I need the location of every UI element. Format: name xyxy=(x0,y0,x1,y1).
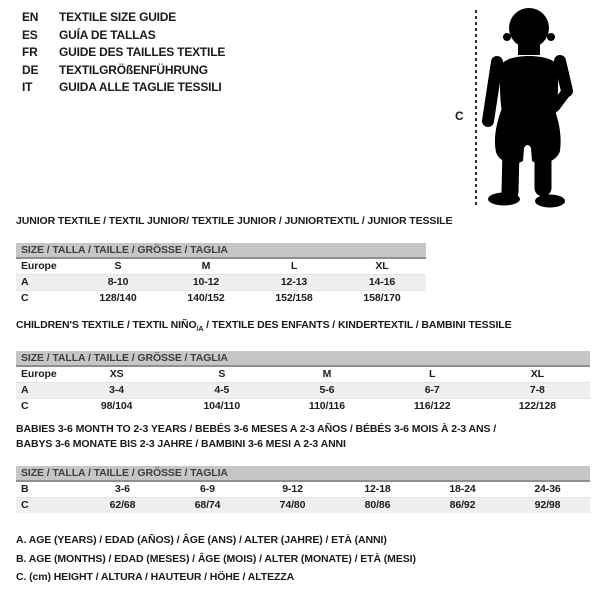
size-header-bar xyxy=(16,351,590,366)
table-row-height xyxy=(16,497,590,513)
size-cell: L xyxy=(380,366,485,382)
value-cell: 110/116 xyxy=(308,400,346,413)
table-row-months xyxy=(16,481,590,497)
value-cell: 80/86 xyxy=(335,497,420,513)
section-babies-textile xyxy=(16,422,590,513)
row-label: A xyxy=(16,274,74,290)
toddler-silhouette-icon xyxy=(481,5,573,209)
children-size-table xyxy=(16,351,590,414)
value-cell: 5-6 xyxy=(274,382,379,398)
value-cell: 86/92 xyxy=(420,497,505,513)
language-row xyxy=(22,27,225,45)
value-cell: 3-4 xyxy=(64,382,169,398)
size-header-bar xyxy=(16,243,426,258)
babies-title-line1: BABIES 3-6 MONTH TO 2-3 YEARS / BEBÉS 3-6 MESES A 2-3 AÑOS / BÉBÉS 3-6 MOIS À 2-3 ANS / xyxy=(16,423,497,435)
table-row-height xyxy=(16,290,426,306)
value-cell: 12-13 xyxy=(250,274,338,290)
size-cell: M xyxy=(274,366,379,382)
value-cell: 104/110 xyxy=(203,400,241,413)
height-measure-label: C xyxy=(455,109,464,123)
table-row-age xyxy=(16,382,590,398)
legend-notes xyxy=(16,531,416,587)
size-cell: S xyxy=(169,366,274,382)
height-measure-dashed-line xyxy=(475,10,477,208)
language-row xyxy=(22,62,225,80)
junior-size-table xyxy=(16,243,426,306)
size-cell: L xyxy=(250,258,338,274)
language-row xyxy=(22,9,225,27)
value-cell: 74/80 xyxy=(250,497,335,513)
size-header-label: SIZE / TALLA / TAILLE / GRÖSSE / TAGLIA xyxy=(16,351,590,366)
value-cell: 12-18 xyxy=(335,481,420,497)
guide-title: TEXTILE SIZE GUIDE xyxy=(59,10,177,24)
guide-title: TEXTILGRÖßENFÜHRUNG xyxy=(59,62,208,77)
value-cell: 140/152 xyxy=(187,292,225,305)
table-row-europe xyxy=(16,258,426,274)
table-row-europe xyxy=(16,366,590,382)
babies-size-table xyxy=(16,466,590,513)
language-code: ES xyxy=(22,27,38,42)
value-cell: 10-12 xyxy=(162,274,250,290)
note-age-months: B. AGE (MONTHS) / EDAD (MESES) / ÂGE (MOIS) / ALTER (MONATE) / ETÀ (MESI) xyxy=(16,552,416,565)
size-cell: XL xyxy=(338,258,426,274)
children-title-pre: CHILDREN'S TEXTILE / TEXTIL NIÑO xyxy=(16,319,197,331)
section-junior-textile xyxy=(16,215,453,306)
toddler-silhouette-shape xyxy=(488,8,567,208)
size-header-label: SIZE / TALLA / TAILLE / GRÖSSE / TAGLIA xyxy=(16,243,426,258)
row-label: A xyxy=(16,382,64,398)
table-row-age xyxy=(16,274,426,290)
children-section-title xyxy=(16,319,590,336)
value-cell: 6-9 xyxy=(165,481,250,497)
guide-title: GUIDA ALLE TAGLIE TESSILI xyxy=(59,80,222,94)
babies-section-title xyxy=(16,422,590,452)
value-cell: 4-5 xyxy=(169,382,274,398)
language-code: IT xyxy=(22,80,33,94)
value-cell: 7-8 xyxy=(485,382,590,398)
language-row xyxy=(22,44,225,62)
language-code: DE xyxy=(22,62,39,77)
row-label: C xyxy=(16,497,80,513)
children-title-sub: /A xyxy=(196,326,204,334)
value-cell: 116/122 xyxy=(413,400,451,413)
value-cell: 24-36 xyxy=(505,481,590,497)
babies-title-line2: BABYS 3-6 MONATE BIS 2-3 JAHRE / BAMBINI 3-6 MESI A 2-3 ANNI xyxy=(16,438,346,450)
value-cell: 3-6 xyxy=(80,481,165,497)
language-code: FR xyxy=(22,45,38,59)
row-label: Europe xyxy=(16,258,74,274)
value-cell: 6-7 xyxy=(380,382,485,398)
size-cell: S xyxy=(74,258,162,274)
language-code: EN xyxy=(22,10,39,24)
size-header-label: SIZE / TALLA / TAILLE / GRÖSSE / TAGLIA xyxy=(16,466,590,481)
guide-title: GUIDE DES TAILLES TEXTILE xyxy=(59,45,226,59)
value-cell: 158/170 xyxy=(363,292,401,305)
note-height-cm: C. (cm) HEIGHT / ALTURA / HAUTEUR / HÖHE / ALTEZZA xyxy=(16,571,295,583)
size-cell: XS xyxy=(64,366,169,382)
value-cell: 18-24 xyxy=(420,481,505,497)
guide-title: GUÍA DE TALLAS xyxy=(59,27,156,42)
row-label: Europe xyxy=(16,366,64,382)
note-age-years: A. AGE (YEARS) / EDAD (AÑOS) / ÂGE (ANS) / ALTER (JAHRE) / ETÀ (ANNI) xyxy=(16,534,387,546)
value-cell: 122/128 xyxy=(518,400,556,413)
size-cell: XL xyxy=(485,366,590,382)
size-cell: M xyxy=(162,258,250,274)
row-label: C xyxy=(21,400,29,413)
section-children-textile xyxy=(16,319,590,414)
value-cell: 9-12 xyxy=(250,481,335,497)
value-cell: 152/158 xyxy=(275,292,313,305)
value-cell: 14-16 xyxy=(338,274,426,290)
language-title-list xyxy=(22,9,225,97)
value-cell: 98/104 xyxy=(100,400,133,413)
value-cell: 68/74 xyxy=(165,497,250,513)
row-label: C xyxy=(21,292,29,305)
table-row-height xyxy=(16,398,590,414)
size-header-bar xyxy=(16,466,590,481)
language-row xyxy=(22,79,225,97)
junior-section-title: JUNIOR TEXTILE / TEXTIL JUNIOR/ TEXTILE JUNIOR / JUNIORTEXTIL / JUNIOR TESSILE xyxy=(16,215,453,227)
value-cell: 128/140 xyxy=(99,292,137,305)
children-title-post: / TEXTILE DES ENFANTS / KINDERTEXTIL / BAMBINI TESSILE xyxy=(203,319,512,331)
row-label: B xyxy=(16,481,80,497)
value-cell: 62/68 xyxy=(80,497,165,513)
value-cell: 8-10 xyxy=(74,274,162,290)
value-cell: 92/98 xyxy=(505,497,590,513)
